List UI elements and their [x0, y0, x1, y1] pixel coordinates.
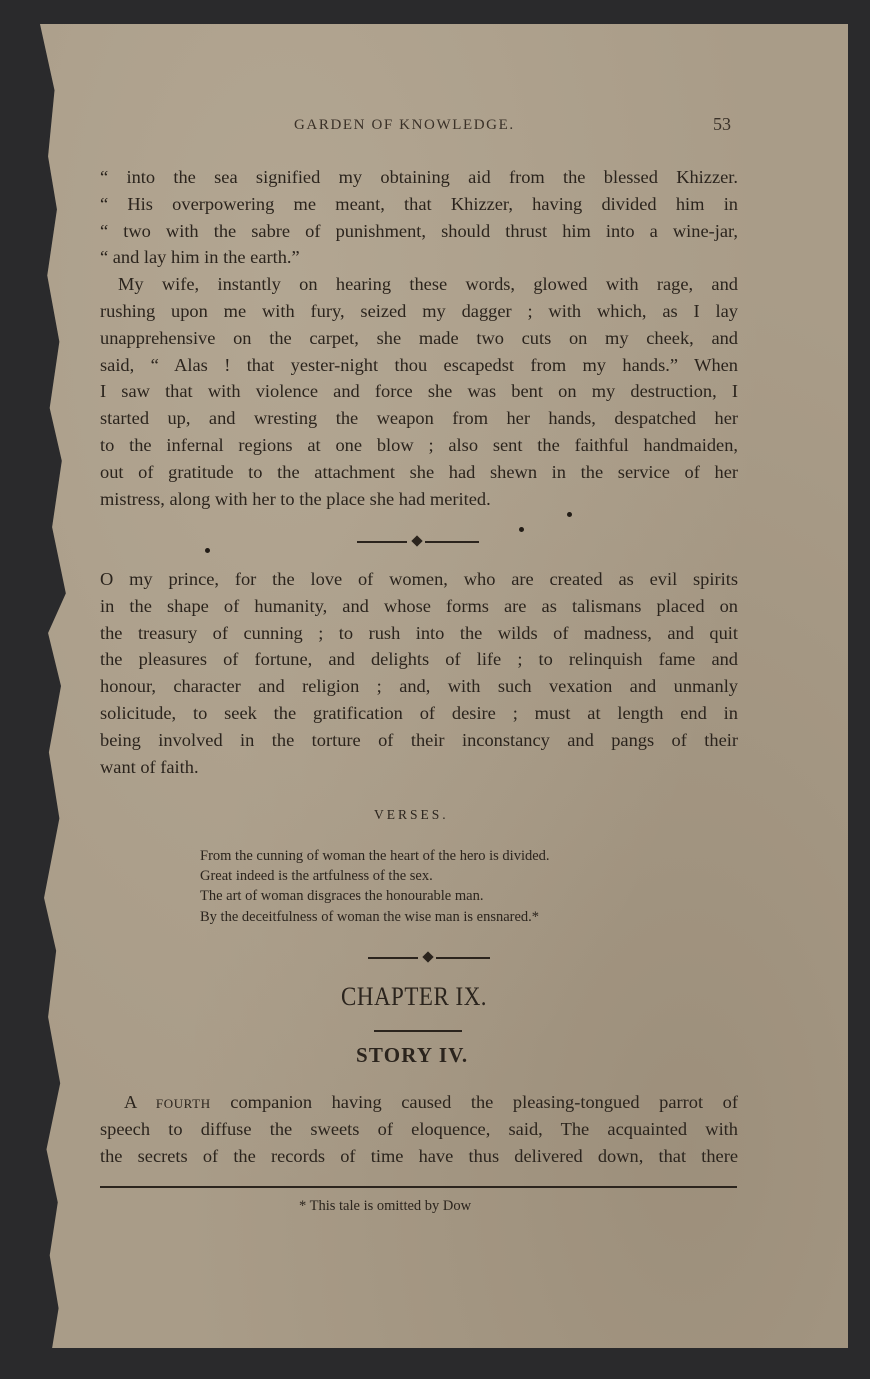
text-line: want of faith.: [100, 756, 199, 777]
text-block-lower: [100, 1089, 738, 1169]
text-line: O my prince, for the love of women, who are created as evil spirits: [100, 569, 738, 589]
verses-block: [200, 846, 550, 927]
running-title: GARDEN OF KNOWLEDGE.: [294, 117, 515, 133]
text-line: “ and lay him in the earth.”: [100, 247, 300, 268]
chapter-rule: [374, 1030, 462, 1032]
text-line: in the shape of humanity, and whose forms are as talismans placed on: [100, 595, 738, 616]
torn-edge: [40, 174, 43, 200]
first-word: A: [124, 1092, 137, 1112]
text-line: honour, character and religion ; and, with such vexation and unmanly: [100, 676, 738, 697]
text-line: out of gratitude to the attachment she had shewn in the service of her: [100, 461, 738, 482]
chapter-ornament: [368, 954, 490, 962]
first-smallcaps: fourth: [155, 1092, 211, 1112]
text-line: I saw that with violence and force she was bent on my destruction, I: [100, 381, 738, 402]
text-line: “ two with the sabre of punishment, should thrust him into a wine-jar,: [100, 220, 738, 241]
text-line: to the infernal regions at one blow ; also sent the faithful handmaiden,: [100, 434, 738, 455]
verse-line: From the cunning of woman the heart of the hero is divided.: [200, 848, 550, 864]
page-number: 53: [713, 114, 731, 134]
ink-fleck: [519, 527, 524, 532]
section-ornament: [357, 538, 479, 546]
text-block-upper: [100, 164, 738, 512]
story-title: STORY IV.: [356, 1043, 469, 1067]
text-line: speech to diffuse the sweets of eloquence, said, The acquainted with: [100, 1118, 738, 1139]
text-line: being involved in the torture of their inconstancy and pangs of their: [100, 729, 738, 750]
verses-heading: VERSES.: [374, 807, 449, 822]
text-line: “ His overpowering me meant, that Khizzer, having divided him in: [100, 193, 738, 214]
text-line: the pleasures of fortune, and delights of life ; to relinquish fame and: [100, 649, 738, 670]
footnote-rule: [100, 1186, 737, 1188]
text-block-middle: [100, 566, 738, 780]
footnote: * This tale is omitted by Dow: [299, 1198, 472, 1214]
ink-fleck: [205, 548, 210, 553]
verse-line: By the deceitfulness of woman the wise man is ensnared.*: [200, 908, 540, 925]
verse-line: The art of woman disgraces the honourable man.: [200, 888, 484, 905]
first-line-rest: companion having caused the pleasing-tongued parrot of: [230, 1092, 738, 1112]
ink-fleck: [567, 512, 572, 517]
text-line: My wife, instantly on hearing these words, glowed with rage, and: [118, 274, 738, 295]
text-line: unapprehensive on the carpet, she made two cuts on my cheek, and: [100, 327, 738, 348]
text-line: [100, 1089, 738, 1116]
text-line: mistress, along with her to the place she had merited.: [100, 488, 491, 509]
text-line: started up, and wresting the weapon from her hands, despatched her: [100, 408, 738, 429]
text-line: said, “ Alas ! that yester-night thou escapedst from my hands.” When: [100, 354, 738, 375]
text-line: solicitude, to seek the gratification of desire ; must at length end in: [100, 702, 738, 723]
text-line: the secrets of the records of time have thus delivered down, that there: [100, 1145, 738, 1166]
text-line: “ into the sea signified my obtaining aid from the blessed Khizzer.: [100, 167, 738, 187]
verse-line: Great indeed is the artfulness of the sex.: [200, 868, 433, 885]
chapter-title: CHAPTER IX.: [341, 982, 488, 1011]
text-line: the treasury of cunning ; to rush into the wilds of madness, and quit: [100, 622, 738, 643]
text-line: rushing upon me with fury, seized my dagger ; with which, as I lay: [100, 300, 738, 321]
